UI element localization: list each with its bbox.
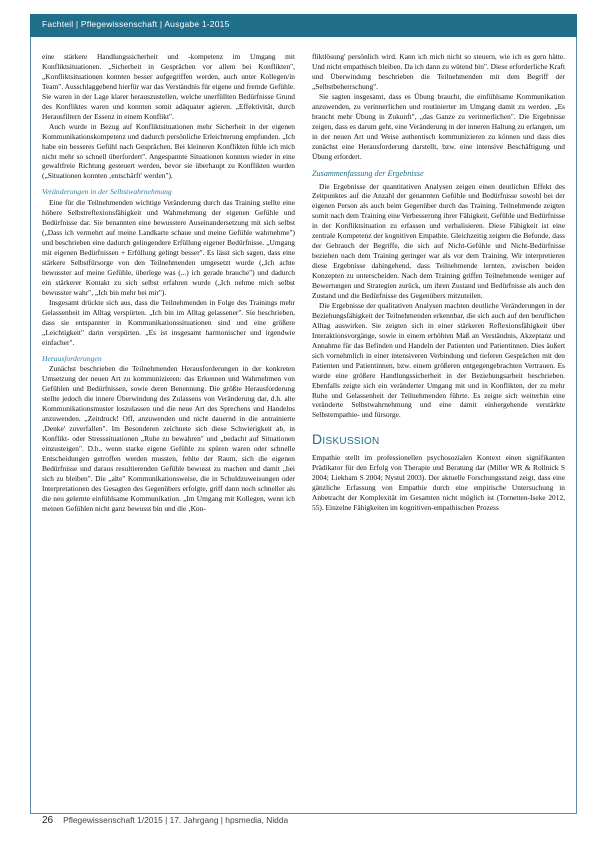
paragraph: eine stärkere Handlungssicherheit und -kompetenz im Umgang mit Konfliktsituationen. „Sicherheit in Gesprächen vor allem bei Konflikten", „Konfliktsituationen konnten besser aufgegriffen werden, auch unter Kollegen/in Team". Ausschlaggebend hierfür war das Verständnis für eigene und fremde Gefühle. Sie waren in der Lage klarer herauszustellen, welche unerfüllten Bedürfnisse Grund des Konfliktes waren und konnten somit adäquater agieren. „Effektivität, durch Herausfiltern der Essenz in einem Konflikt". (42, 52, 295, 121)
paragraph: Insgesamt drückte sich aus, dass die Teilnehmenden in Folge des Trainings mehr Gelassenheit im Alltag verspürten. „Ich bin im Alltag gelassener". Sie beschrieben, dass sie entspannter in Kommunikationssituationen sind und eine größere „Leichtigkeit" darin verspürten. „Es ist insgesamt harmonischer und irgendwie einfacher". (42, 297, 295, 347)
subheading-herausforderungen: Herausforderungen (42, 353, 102, 363)
paragraph: Die Ergebnisse der qualitativen Analysen machten deutliche Veränderungen in der Beziehungsfähigkeit der Teilnehmenden erkennbar, die sich auch auf den beruflichen Alltag auswirken. Sie zeigten sich in einer stärkeren Reflexionsfähigkeit über Interaktionsvorgänge, sowie in einem erhöhten Maß an Verständnis, Akzeptanz und Annahme für das Befinden und Handeln der Patienten und Patientinnen. Dies äußert sich vornehmlich in einer intensiveren Verbindung und tieferen Gesprächen mit den Patienten und Patientinnen, bzw. einem größeren entgegengebrachten Vertrauen. Es wurde eine größere Handlungssicherheit in der Beziehungsarbeit beschrieben. Ebenfalls zeigte sich ein veränderter Umgang mit und in Konflikten, der zu mehr Ruhe und Gelassenheit der Teilnehmenden führte. Es zeigte sich weiterhin eine veränderte Selbstwahrnehmung und eine damit einhergehende verstärkte Selbstempathie- und fürsorge. (312, 300, 565, 420)
left-column (42, 52, 295, 794)
section-heading-zusammenfassung: Zusammenfassung der Ergebnisse (312, 169, 424, 179)
paragraph: Empathie stellt im professionellen psychosozialen Kontext einen signifikanten Prädikator für den Erfolg von Therapie und Beratung dar (Miller WR & Rollnick S 2004; Liekham S 2004; Nystul 2003). Der aktuelle Forschungsstand zeigt, dass eine gänzliche Erfassung von Empathie durch eine empirische Untersuchung in Anbetracht der Komplexität im Gesamten nicht möglich ist (Tornetten-Iseke 2012, 55). Einzelne Fähigkeiten im kognitiven-empathischen Prozess (312, 453, 565, 512)
header-bar (30, 14, 577, 37)
footer-citation: Pflegewissenschaft 1/2015 | 17. Jahrgang | hpsmedia, Nidda (63, 815, 289, 825)
page-number: 26 (42, 815, 54, 826)
paragraph: Eine für die Teilnehmenden wichtige Veränderung durch das Training stellte eine höhere Selbstreflexionsfähigkeit und Wahrnehmung der eigenen Gefühle und Bedürfnisse dar. Sie benannten eine bewusstere Auseinandersetzung mit sich selbst („Dass ich vermehrt auf meine Landkarte schaue und meine Gefühle wahrnehme") und beschrieben eine dadurch gelingendere Erfüllung eigener Bedürfnisse. „Umgang mit eigenen Bedürfnissen + Erfüllung gelingt besser". Es lässt sich sagen, dass eine stärkere Selbstfürsorge von den Teilnehmenden umgesetzt wurde („Ich achte bewusster auf meine Gefühle, überlege was (...) ich gerade brauche") und dadurch ein stärkerer Kontakt zu sich selbst erfahren wurde („Ich nehme mich selbst bewusster wahr", „Ich bin mehr bei mir"). (42, 198, 295, 297)
paragraph: Sie sagten insgesamt, dass es Übung braucht, die einfühlsame Kommunikation anzuwenden, zu verinnerlichen und routinierter im Umgang damit zu werden. „Es braucht mehr Übung in Zukunft", „das Ganze zu verinnerlichen". Die Ergebnisse zeigen, dass es darum geht, eine Veränderung in der inneren Haltung zu erlangen, um in der neuen Art und Weise authentisch kommunizieren zu können und dass dies zunächst eine Herausforderung darstellt, bzw. eine intensive Beschäftigung und Übung erfordert. (312, 91, 565, 161)
paragraph: Die Ergebnisse der quantitativen Analysen zeigen einen deutlichen Effekt des Zeitpunktes auf die Anzahl der genannten Gefühle und Bedürfnisse sowohl bei der eigenen Person als auch beim Gegenüber durch das Training. Teilnehmende zeigten somit nach dem Training eine Verbesserung ihrer Fähigkeit, Gefühle und Bedürfnisse in der Konfliktsituation zu erfassen und verbalisieren. Diese Fähigkeit ist eine zentrale Kompetenz der kognitiven Empathie. Gleichzeitig zeigten die Befunde, dass der Gebrauch der Begriffe, die sich auf Nicht-Gefühle und Nicht-Bedürfnisse beziehen nach dem Training geringer war als vor dem Training. Wir interpretieren diese Ergebnisse dahingehend, dass Teilnehmende lernten, zwischen beiden Konzepten zu unterscheiden. Nach dem Training griffen Teilnehmende weniger auf Bewertungen und Strategien zurück, um ihren Zustand und Bedürfnisse als auch den Zustand und die Bedürfnisse des Gegenübers mitzuteilen. (312, 181, 565, 300)
section-heading-diskussion: Diskussion (312, 431, 380, 448)
article-body (42, 52, 565, 794)
paragraph: fliktlösung' persönlich wird. Kann ich mich nicht so steuern, wie ich es gern hätte. Und nicht empathisch bleiben. Da ich dann zu wütend bin". Diese erforderliche Kraft und Überwindung beschrieben die Teilnehmenden mit dem Begriff der „Selbstbeherrschung". (312, 52, 565, 91)
page-footer (42, 815, 565, 826)
paragraph: Auch wurde in Bezug auf Konfliktsituationen mehr Sicherheit in der eigenen Kommunikationskompetenz und dadurch persönliche Erleichterung empfunden. „Ich habe ein besseres Gefühl nach Gesprächen. Bei kleineren Konflikten fühle ich mich nicht mehr so schnell überfordert". Angespannte Situationen konnten wieder in eine gewaltfreie Richtung gesteuert werden, bevor sie überhaupt zu Konflikten wurden („Situationen konnten ‚entschärft' werden"). (42, 121, 295, 181)
subheading-selbstwahrnehmung: Veränderungen in der Selbstwahrnehmung (42, 187, 172, 197)
right-column (312, 52, 565, 794)
header-breadcrumb: Fachteil | Pflegewissenschaft | Ausgabe 1-2015 (42, 19, 230, 29)
paragraph: Zunächst beschrieben die Teilnehmenden Herausforderungen in der konkreten Umsetzung der neuen Art zu kommunizieren: das Erkennen und Wahrnehmen von Gefühlen und Bedürfnissen, sowie deren Benennung. Die größte Herausforderung stellte jedoch die innere Überwindung des Zulassens von Veränderung dar, d.h. alte Kommunikationsmuster loszulassen und die neue Art des Sprechens und Handelns anzuwenden. „Zeitdruck! Off, anzuwenden und nicht dauernd in die antrainierte ‚Denke' zuverfallen". Im Besonderen zeichnete sich diese Schwierigkeit ab, in Konflikt- oder Stresssituationen „Ruhe zu bewahren" und „bedacht auf Situationen einzusteigen". D.h., wenn starke eigene Gefühle zu spüren waren oder schnelle Entscheidungen getroffen werden mussten, fehlte der Raum, sich die eigenen Bedürfnisse und daraus resultierenden Gefühle bewusst zu machen und damit „bei sich zu bleiben". Die „alte" Kommunikationsweise, die in Schuldzuweisungen oder Interpretationen des Gesagten des Gegenübers erfolgte, griff dann noch schneller als die neu gelernte einfühlsame Kommunikation. „Im Umgang mit Kollegen, wenn ich meinen Gefühlen nicht ganz bewusst bin und die ‚Kon- (42, 364, 295, 513)
